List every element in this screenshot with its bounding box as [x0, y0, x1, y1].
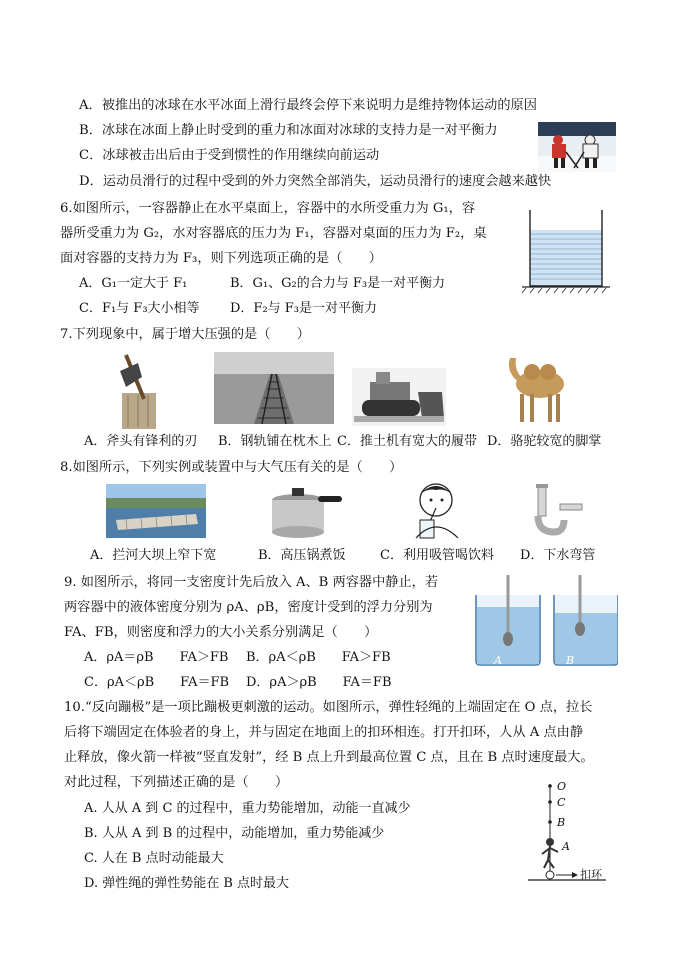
q6-option-b: B．G₁、G₂的合力与 F₃是一对平衡力	[230, 276, 446, 291]
q7-option-a: A．斧头有锋利的刃	[84, 434, 198, 449]
drinking-straw-boy-drawing	[408, 480, 466, 542]
q10-option-a: A. 人从 A 到 C 的过程中，重力势能增加，动能一直减少	[84, 801, 411, 816]
beaker-a-label: A	[494, 654, 502, 667]
q5-option-d: D．运动员滑行的过程中受到的外力突然全部消失，运动员滑行的速度会越来越快	[79, 174, 552, 189]
camel-photo	[500, 350, 580, 426]
q10-option-c: C. 人在 B 点时动能最大	[84, 851, 224, 866]
railway-photo	[214, 352, 334, 424]
q6-stem-line2: 器所受重力为 G₂，水对容器底的压力为 F₁，容器对桌面的压力为 F₂，桌	[60, 226, 487, 241]
q9-option-b: B．ρA＜ρB FA＞FB	[246, 650, 391, 665]
ice-hockey-photo	[538, 122, 616, 172]
drain-trap-photo	[524, 484, 584, 540]
q8-option-d: D．下水弯管	[520, 548, 596, 563]
point-o-label: O	[557, 780, 567, 793]
q6-option-a: A．G₁一定大于 F₁	[79, 276, 188, 291]
q10-stem-line3: 止释放，像火箭一样被“竖直发射”，经 B 点上升到最高位置 C 点，且在 B 点时速度最大。	[64, 750, 594, 765]
q9-option-a: A．ρA＝ρB FA＞FB	[84, 650, 229, 665]
q5-option-b: B．冰球在冰面上静止时受到的重力和冰面对冰球的支持力是一对平衡力	[79, 123, 498, 138]
beaker-b-label: B	[566, 654, 575, 667]
q9-option-c: C．ρA＜ρB FA＝FB	[84, 675, 230, 690]
q8-option-b: B．高压锅煮饭	[258, 548, 346, 563]
q10-stem-line4: 对此过程，下列描述正确的是（ ）	[64, 775, 289, 790]
q10-option-d: D. 弹性绳的弹性势能在 B 点时最大	[84, 876, 290, 891]
q6-stem-line1: 6.如图所示，一容器静止在水平桌面上，容器中的水所受重力为 G₁，容	[60, 201, 476, 216]
q8-option-a: A．拦河大坝上窄下宽	[90, 548, 217, 563]
container-figure	[520, 208, 612, 294]
q6-stem-line3: 面对容器的支持力为 F₃，则下列选项正确的是（ ）	[60, 251, 382, 266]
point-c-label: C	[557, 796, 566, 809]
dam-photo	[106, 484, 206, 538]
q6-option-c: C．F₁与 F₃大小相等	[79, 301, 200, 316]
q9-option-d: D．ρA＞ρB FA＝FB	[246, 675, 392, 690]
q7-option-d: D．骆驼较宽的脚掌	[487, 434, 602, 449]
q9-stem-line2: 两容器中的液体密度分别为 ρA、ρB，密度计受到的浮力分别为	[64, 600, 433, 615]
q5-option-a: A．被推出的冰球在水平冰面上滑行最终会停下来说明力是维持物体运动的原因	[79, 98, 537, 113]
bulldozer-photo	[352, 368, 446, 426]
axe-photo	[112, 353, 164, 431]
q5-option-c: C．冰球被击出后由于受到惯性的作用继续向前运动	[79, 148, 380, 163]
pressure-cooker-photo	[262, 484, 344, 542]
q8-stem: 8.如图所示，下列实例或装置中与大气压有关的是（ ）	[60, 460, 403, 475]
q10-stem-line1: 10.“反向蹦极”是一项比蹦极更刺激的运动。如图所示，弹性轻绳的上端固定在 O 点，拉长	[64, 700, 593, 715]
q10-stem-line2: 后将下端固定在体验者的身上，并与固定在地面上的扣环相连。打开扣环，人从 A 点由静	[64, 725, 584, 740]
q10-option-b: B. 人从 A 到 B 的过程中，动能增加，重力势能减少	[84, 826, 385, 841]
q6-option-d: D．F₂与 F₃是一对平衡力	[230, 301, 378, 316]
point-b-label: B	[557, 816, 566, 829]
q7-option-c: C．推土机有宽大的履带	[337, 434, 477, 449]
q7-stem: 7.下列现象中，属于增大压强的是（ ）	[60, 327, 310, 342]
point-a-label: A	[562, 840, 570, 853]
buckle-label: 扣环	[580, 868, 602, 881]
q7-option-b: B．钢轨铺在枕木上	[218, 434, 332, 449]
q9-stem-line1: 9. 如图所示，将同一支密度计先后放入 A、B 两容器中静止，若	[64, 575, 439, 590]
q9-stem-line3: FA、FB，则密度和浮力的大小关系分别满足（ ）	[64, 625, 378, 640]
q8-option-c: C．利用吸管喝饮料	[380, 548, 494, 563]
